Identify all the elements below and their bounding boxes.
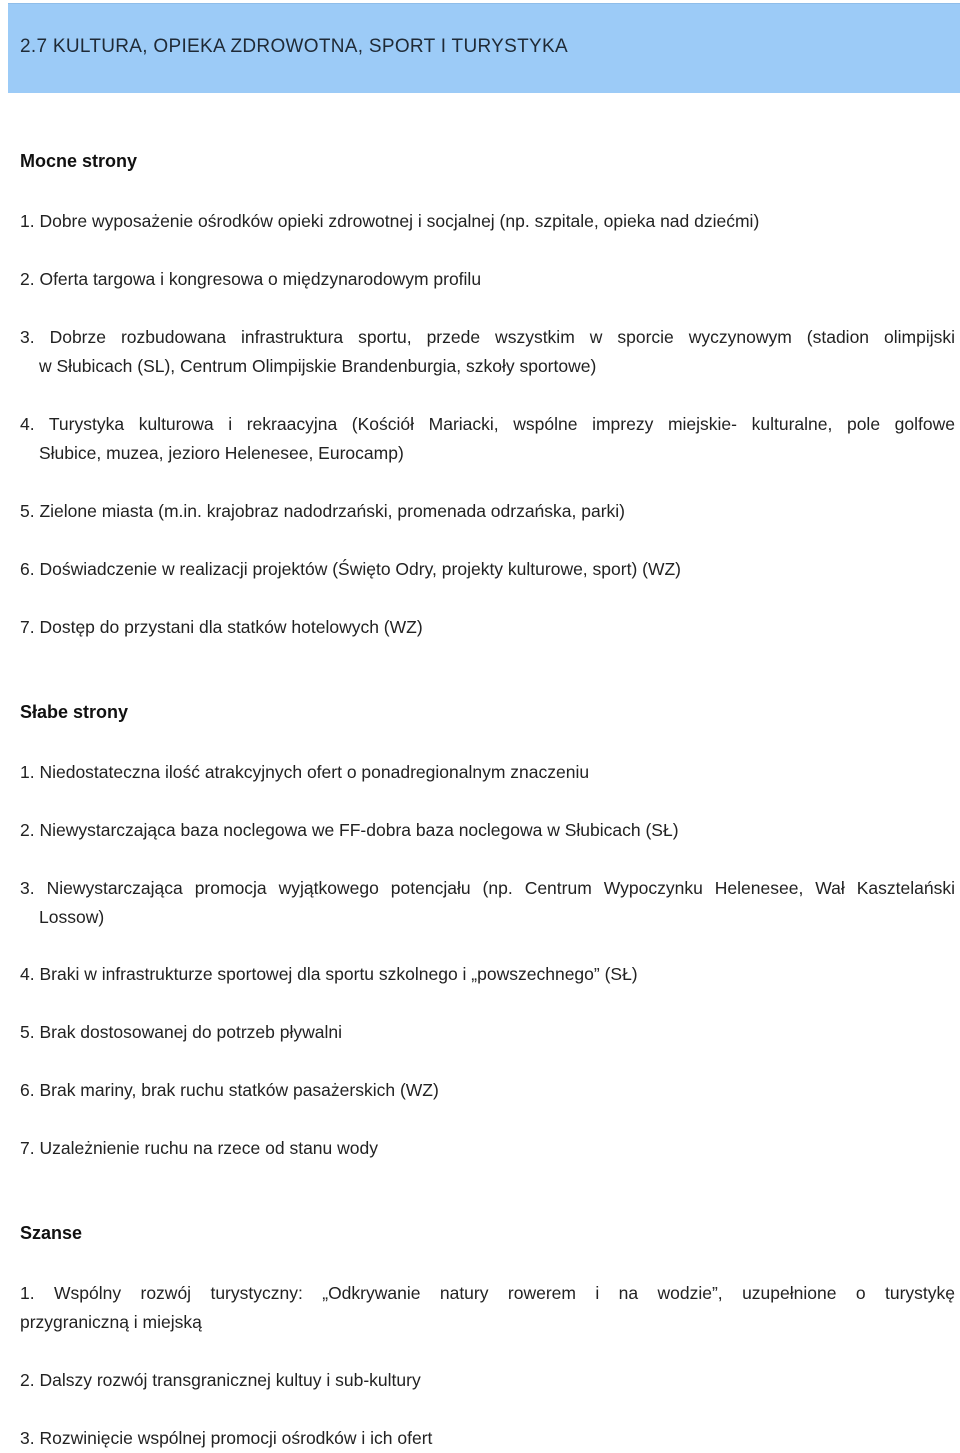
opportunity-item-2-text: 2. Dalszy rozwój transgranicznej kultuy i sub-kultury (20, 1370, 421, 1390)
weakness-item-5-text: 5. Brak dostosowanej do potrzeb pływalni (20, 1022, 342, 1042)
opportunity-item-3 (20, 1424, 955, 1453)
opportunity-item-2 (20, 1366, 955, 1395)
strength-item-2-text: 2. Oferta targowa i kongresowa o międzynarodowym profilu (20, 269, 482, 289)
weaknesses-heading: Słabe strony (20, 702, 129, 722)
weakness-item-7 (20, 1134, 955, 1163)
opportunities-heading: Szanse (20, 1223, 83, 1243)
strength-item-1 (20, 207, 955, 236)
strength-item-4 (20, 410, 955, 468)
strength-item-4-line-2: Słubice, muzea, jezioro Helenesee, Eurocamp) (39, 443, 404, 463)
strength-item-3-line-1: 3. Dobrze rozbudowana infrastruktura sportu, przede wszystkim w sporcie wyczynowym (stadion olimpijski (20, 327, 955, 347)
weakness-item-4-text: 4. Braki w infrastrukturze sportowej dla sportu szkolnego i „powszechnego” (SŁ) (20, 964, 638, 984)
weakness-item-4 (20, 960, 955, 989)
opportunity-item-1-line-2: przygraniczną i miejską (20, 1312, 202, 1332)
weakness-item-1 (20, 758, 955, 787)
strengths-heading: Mocne strony (20, 151, 138, 171)
weakness-item-6-text: 6. Brak mariny, brak ruchu statków pasażerskich (WZ) (20, 1080, 439, 1100)
strength-item-4-line-1: 4. Turystyka kulturowa i rekraacyjna (Kościół Mariacki, wspólne imprezy miejskie- kulturalne, pole golfowe (20, 414, 955, 434)
weakness-item-3-line-1: 3. Niewystarczająca promocja wyjątkowego potencjału (np. Centrum Wypoczynku Helenesee, Wał Kasztelański (20, 878, 955, 898)
weakness-item-3 (20, 874, 955, 932)
strength-item-2 (20, 265, 955, 294)
strength-item-1-text: 1. Dobre wyposażenie ośrodków opieki zdrowotnej i socjalnej (np. szpitale, opieka nad dziećmi) (20, 211, 760, 231)
weakness-item-7-text: 7. Uzależnienie ruchu na rzece od stanu wody (20, 1138, 378, 1158)
section-title: 2.7 KULTURA, OPIEKA ZDROWOTNA, SPORT I TURYSTYKA (20, 36, 568, 57)
weakness-item-3-line-2: Lossow) (39, 907, 105, 927)
strength-item-7-text: 7. Dostęp do przystani dla statków hotelowych (WZ) (20, 617, 423, 637)
weakness-item-1-text: 1. Niedostateczna ilość atrakcyjnych ofert o ponadregionalnym znaczeniu (20, 762, 590, 782)
opportunity-item-1-line-1: 1. Wspólny rozwój turystyczny: „Odkrywanie natury rowerem i na wodzie”, uzupełnione o turystykę (20, 1283, 955, 1303)
weakness-item-6 (20, 1076, 955, 1105)
section-header-band (8, 3, 960, 93)
weakness-item-2 (20, 816, 955, 845)
strength-item-3 (20, 323, 955, 381)
opportunity-item-1 (20, 1279, 955, 1337)
strength-item-6-text: 6. Doświadczenie w realizacji projektów (Święto Odry, projekty kulturowe, sport) (WZ) (20, 559, 681, 579)
strength-item-3-line-2: w Słubicach (SL), Centrum Olimpijskie Brandenburgia, szkoły sportowe) (39, 356, 597, 376)
weakness-item-5 (20, 1018, 955, 1047)
strength-item-7 (20, 613, 955, 642)
strength-item-5-text: 5. Zielone miasta (m.in. krajobraz nadodrzański, promenada odrzańska, parki) (20, 501, 626, 521)
strength-item-5 (20, 497, 955, 526)
strength-item-6 (20, 555, 955, 584)
weakness-item-2-text: 2. Niewystarczająca baza noclegowa we FF-dobra baza noclegowa w Słubicach (SŁ) (20, 820, 679, 840)
opportunity-item-3-text: 3. Rozwinięcie wspólnej promocji ośrodków i ich ofert (20, 1428, 433, 1448)
